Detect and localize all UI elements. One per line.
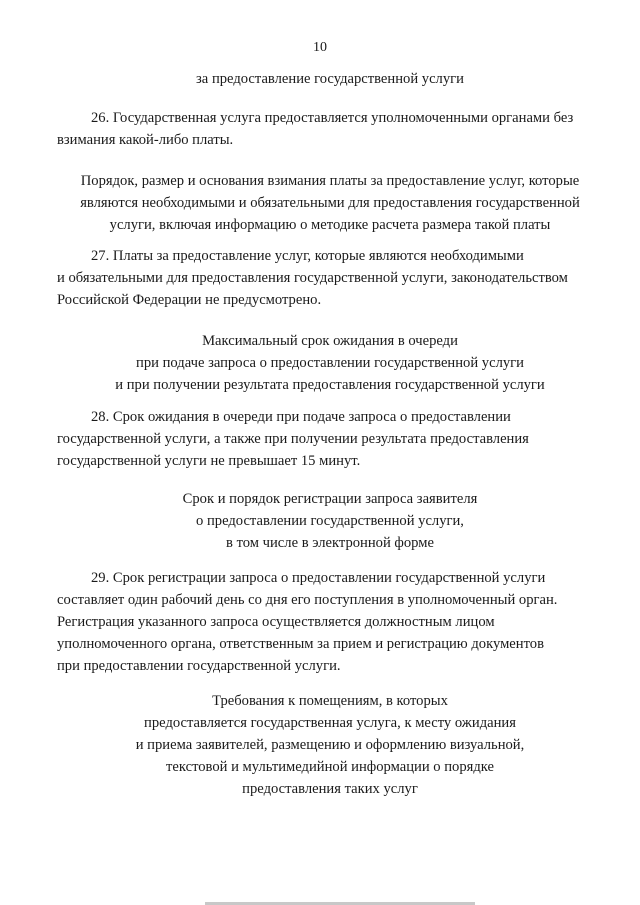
paragraph-line: государственной услуги не превышает 15 минут.: [57, 453, 361, 469]
paragraph-27: [57, 245, 603, 311]
heading-premises: [57, 690, 603, 800]
heading-line: услуги, включая информацию о методике расчета размера такой платы: [109, 217, 551, 233]
paragraph-line: составляет один рабочий день со дня его поступления в уполномоченный орган.: [57, 592, 558, 608]
heading-line: предоставляется государственная услуга, к месту ожидания: [144, 715, 516, 731]
heading-line: текстовой и мультимедийной информации о порядке: [166, 759, 494, 775]
heading-line: Срок и порядок регистрации запроса заявителя: [182, 491, 478, 507]
section-heading-tail: [57, 68, 603, 90]
paragraph-line: Российской Федерации не предусмотрено.: [57, 292, 322, 308]
paragraph-line: государственной услуги, а также при получении результата предоставления: [57, 431, 529, 447]
heading-fee: [57, 170, 603, 236]
heading-line: в том числе в электронной форме: [226, 535, 434, 551]
paragraph-29: [57, 567, 603, 677]
heading-line: являются необходимыми и обязательными для предоставления государственной: [80, 195, 580, 211]
heading-line: и приема заявителей, размещению и оформлению визуальной,: [135, 737, 525, 753]
heading-line: о предоставлении государственной услуги,: [196, 513, 464, 529]
heading-queue: [57, 330, 603, 396]
paragraph-line: уполномоченного органа, ответственным за прием и регистрацию документов: [57, 636, 544, 652]
heading-line: Требования к помещениям, в которых: [212, 693, 448, 709]
paragraph-line: 27. Платы за предоставление услуг, которые являются необходимыми: [91, 248, 524, 264]
page-number: 10: [313, 40, 327, 55]
heading-line: при подаче запроса о предоставлении государственной услуги: [136, 355, 524, 371]
paragraph-26: [57, 107, 603, 151]
heading-line: предоставления таких услуг: [242, 781, 418, 797]
paragraph-line: Регистрация указанного запроса осуществляется должностным лицом: [57, 614, 495, 630]
heading-line: Максимальный срок ожидания в очереди: [202, 333, 458, 349]
paragraph-line: и обязательными для предоставления государственной услуги, законодательством: [57, 270, 568, 286]
heading-line: за предоставление государственной услуги: [196, 71, 464, 87]
paragraph-line: при предоставлении государственной услуги.: [57, 658, 341, 674]
heading-line: Порядок, размер и основания взимания платы за предоставление услуг, которые: [80, 173, 580, 189]
heading-registration: [57, 488, 603, 554]
heading-line: и при получении результата предоставления государственной услуги: [115, 377, 545, 393]
paragraph-line: 28. Срок ожидания в очереди при подаче запроса о предоставлении: [91, 409, 511, 425]
paragraph-line: взимания какой-либо платы.: [57, 132, 234, 148]
paragraph-line: 26. Государственная услуга предоставляется уполномоченными органами без: [91, 110, 574, 126]
paragraph-line: 29. Срок регистрации запроса о предоставлении государственной услуги: [91, 570, 546, 586]
paragraph-28: [57, 406, 603, 472]
